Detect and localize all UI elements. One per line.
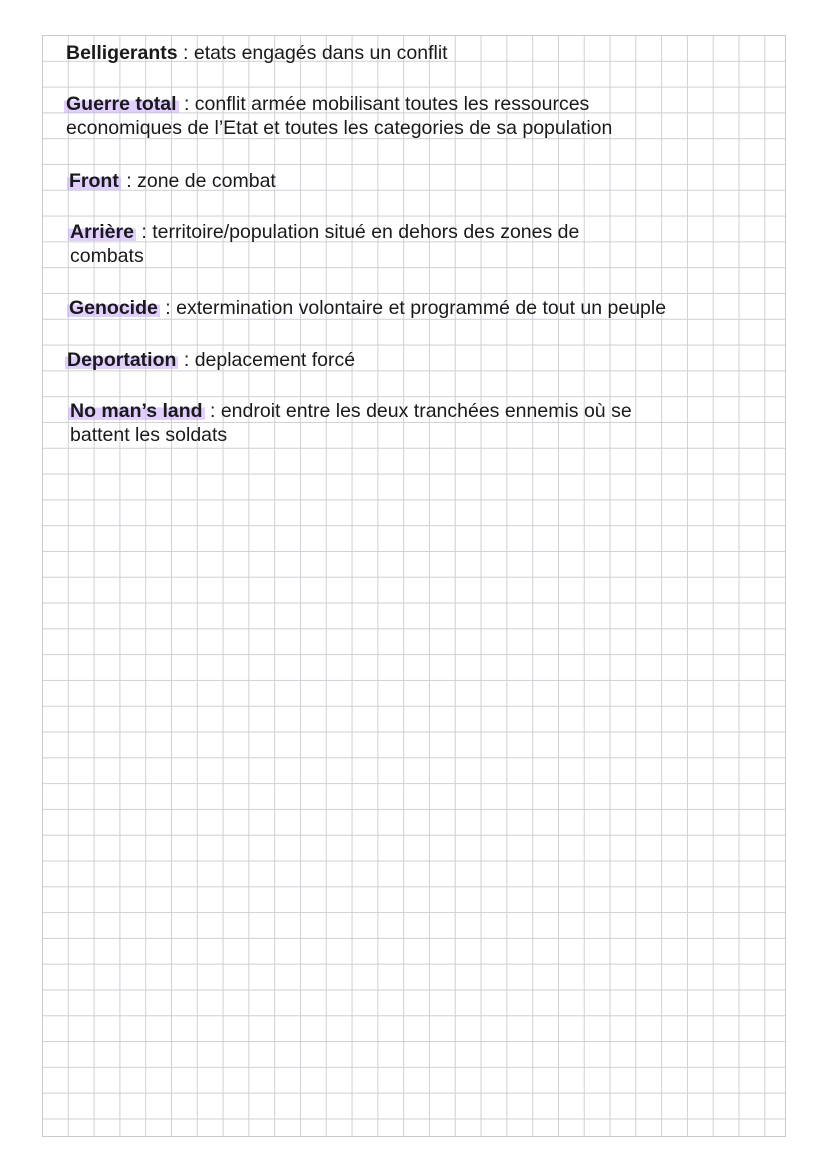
definition-text-line-2: battent les soldats [70, 424, 228, 446]
definition-deportation [67, 348, 355, 372]
definition-text: extermination volontaire et programmé de tout un peuple [176, 297, 667, 319]
term: Genocide [69, 297, 158, 319]
separator: : [178, 349, 195, 371]
separator: : [135, 221, 153, 243]
graph-paper-sheet [42, 35, 786, 1137]
term: Front [69, 170, 119, 192]
separator: : [159, 297, 177, 319]
separator: : [120, 170, 138, 192]
definition-text: endroit entre les deux tranchées ennemis où se [220, 400, 632, 422]
definition-front [69, 169, 276, 193]
definition-no-mans-land [70, 399, 632, 447]
term: Belligerants [66, 42, 178, 64]
term: Guerre total [66, 93, 177, 115]
definition-genocide [69, 296, 666, 320]
definition-text-line-2: combats [70, 245, 144, 267]
term: No man’s land [70, 400, 203, 422]
definition-text: zone de combat [137, 170, 276, 192]
definition-text: etats engagés dans un conflit [193, 42, 448, 64]
term: Arrière [70, 221, 134, 243]
definition-text: deplacement forcé [194, 349, 356, 371]
definition-text: territoire/population situé en dehors des zones de [152, 221, 580, 243]
definition-belligerants [66, 41, 448, 65]
definition-text: conflit armée mobilisant toutes les ressources [194, 93, 590, 115]
separator: : [177, 42, 194, 64]
definition-guerre-total [66, 92, 612, 140]
definition-arriere [70, 220, 579, 268]
term: Deportation [67, 349, 177, 371]
separator: : [178, 93, 195, 115]
separator: : [204, 400, 221, 422]
definition-text-line-2: economiques de l’Etat et toutes les categories de sa population [66, 117, 613, 139]
